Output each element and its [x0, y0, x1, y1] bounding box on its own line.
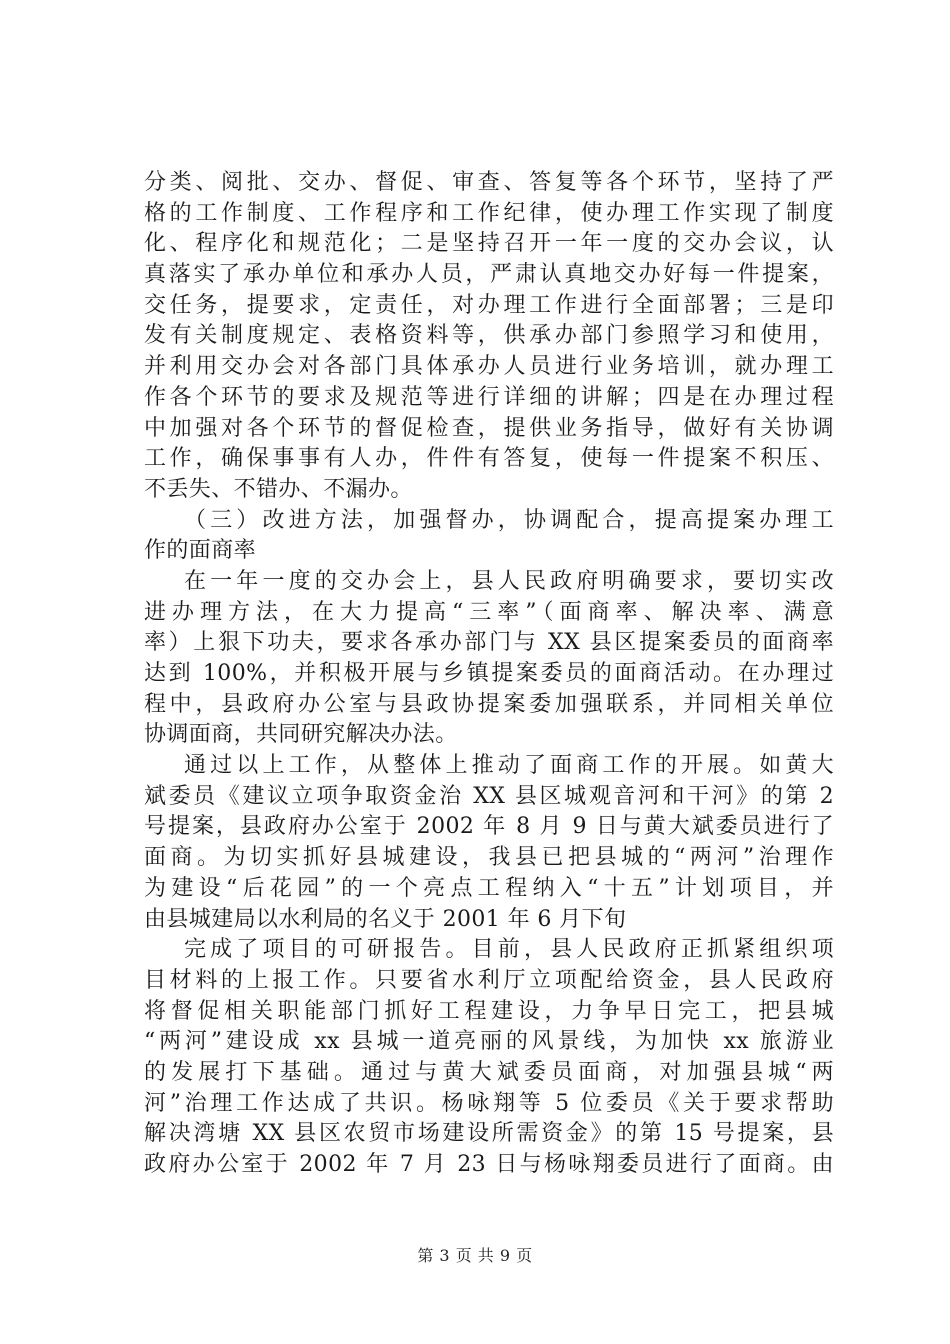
text-line: 分类、阅批、交办、督促、审查、答复等各个环节，坚持了严 [144, 170, 834, 195]
text-line: （三）改进方法，加强督办，协调配合，提高提案办理工 [184, 507, 834, 533]
text-line: 目材料的上报工作。只要省水利厅立项配给资金，县人民政府 [144, 967, 834, 993]
text-line: 由县城建局以水利局的名义于 2001 年 6 月下旬 [144, 906, 627, 932]
text-line: 工作，确保事事有人办，件件有答复，使每一件提案不积压、 [144, 446, 834, 472]
text-line: 面商。为切实抓好县城建设，我县已把县城的“两河”治理作 [144, 845, 834, 871]
text-line: 将督促相关职能部门抓好工程建设，力争早日完工，把县城 [144, 998, 834, 1024]
text-line: 进办理方法，在大力提高“三率”（面商率、解决率、满意 [144, 599, 834, 625]
text-line: 完成了项目的可研报告。目前，县人民政府正抓紧组织项 [184, 937, 834, 963]
text-line: 交任务，提要求，定责任，对办理工作进行全面部署；三是印 [144, 292, 834, 318]
page-footer: 第 3 页 共 9 页 [417, 1246, 533, 1265]
text-line: 的发展打下基础。通过与黄大斌委员面商，对加强县城“两 [144, 1059, 834, 1085]
text-line: 在一年一度的交办会上，县人民政府明确要求，要切实改 [184, 568, 834, 594]
text-line: 作的面商率 [144, 538, 257, 564]
text-line: 协调面商，共同研究解决办法。 [144, 722, 458, 748]
text-line: 号提案，县政府办公室于 2002 年 8 月 9 日与黄大斌委员进行了 [144, 814, 834, 840]
text-line: 作各个环节的要求及规范等进行详细的讲解；四是在办理过程 [144, 384, 834, 410]
text-line: 格的工作制度、工作程序和工作纪律，使办理工作实现了制度 [144, 200, 834, 226]
text-line: 发有关制度规定、表格资料等，供承办部门参照学习和使用， [144, 323, 834, 349]
text-line: 并利用交办会对各部门具体承办人员进行业务培训，就办理工 [144, 354, 834, 380]
text-line: 为建设“后花园”的一个亮点工程纳入“十五”计划项目，并 [144, 875, 834, 901]
text-line: 解决湾塘 XX 县区农贸市场建设所需资金》的第 15 号提案，县 [144, 1121, 834, 1147]
text-line: “两河”建设成 xx 县城一道亮丽的风景线，为加快 xx 旅游业 [144, 1029, 834, 1055]
text-line: 化、程序化和规范化；二是坚持召开一年一度的交办会议，认 [144, 231, 834, 257]
text-line: 通过以上工作，从整体上推动了面商工作的开展。如黄大 [184, 753, 834, 779]
text-line: 斌委员《建议立项争取资金治 XX 县区城观音河和干河》的第 2 [144, 783, 834, 809]
text-line: 政府办公室于 2002 年 7 月 23 日与杨咏翔委员进行了面商。由 [144, 1152, 834, 1177]
text-line: 达到 100%，并积极开展与乡镇提案委员的面商活动。在办理过 [144, 661, 834, 686]
text-line: 程中，县政府办公室与县政协提案委加强联系，并同相关单位 [144, 691, 834, 717]
text-line: 河”治理工作达成了共识。杨咏翔等 5 位委员《关于要求帮助 [144, 1090, 834, 1116]
text-line: 中加强对各个环节的督促检查，提供业务指导，做好有关协调 [144, 415, 834, 441]
text-line: 不丢失、不错办、不漏办。 [144, 476, 413, 502]
text-line: 真落实了承办单位和承办人员，严肃认真地交办好每一件提案， [144, 262, 834, 288]
text-line: 率）上狠下功夫，要求各承办部门与 XX 县区提案委员的面商率 [144, 630, 834, 656]
document-body [144, 168, 834, 1181]
